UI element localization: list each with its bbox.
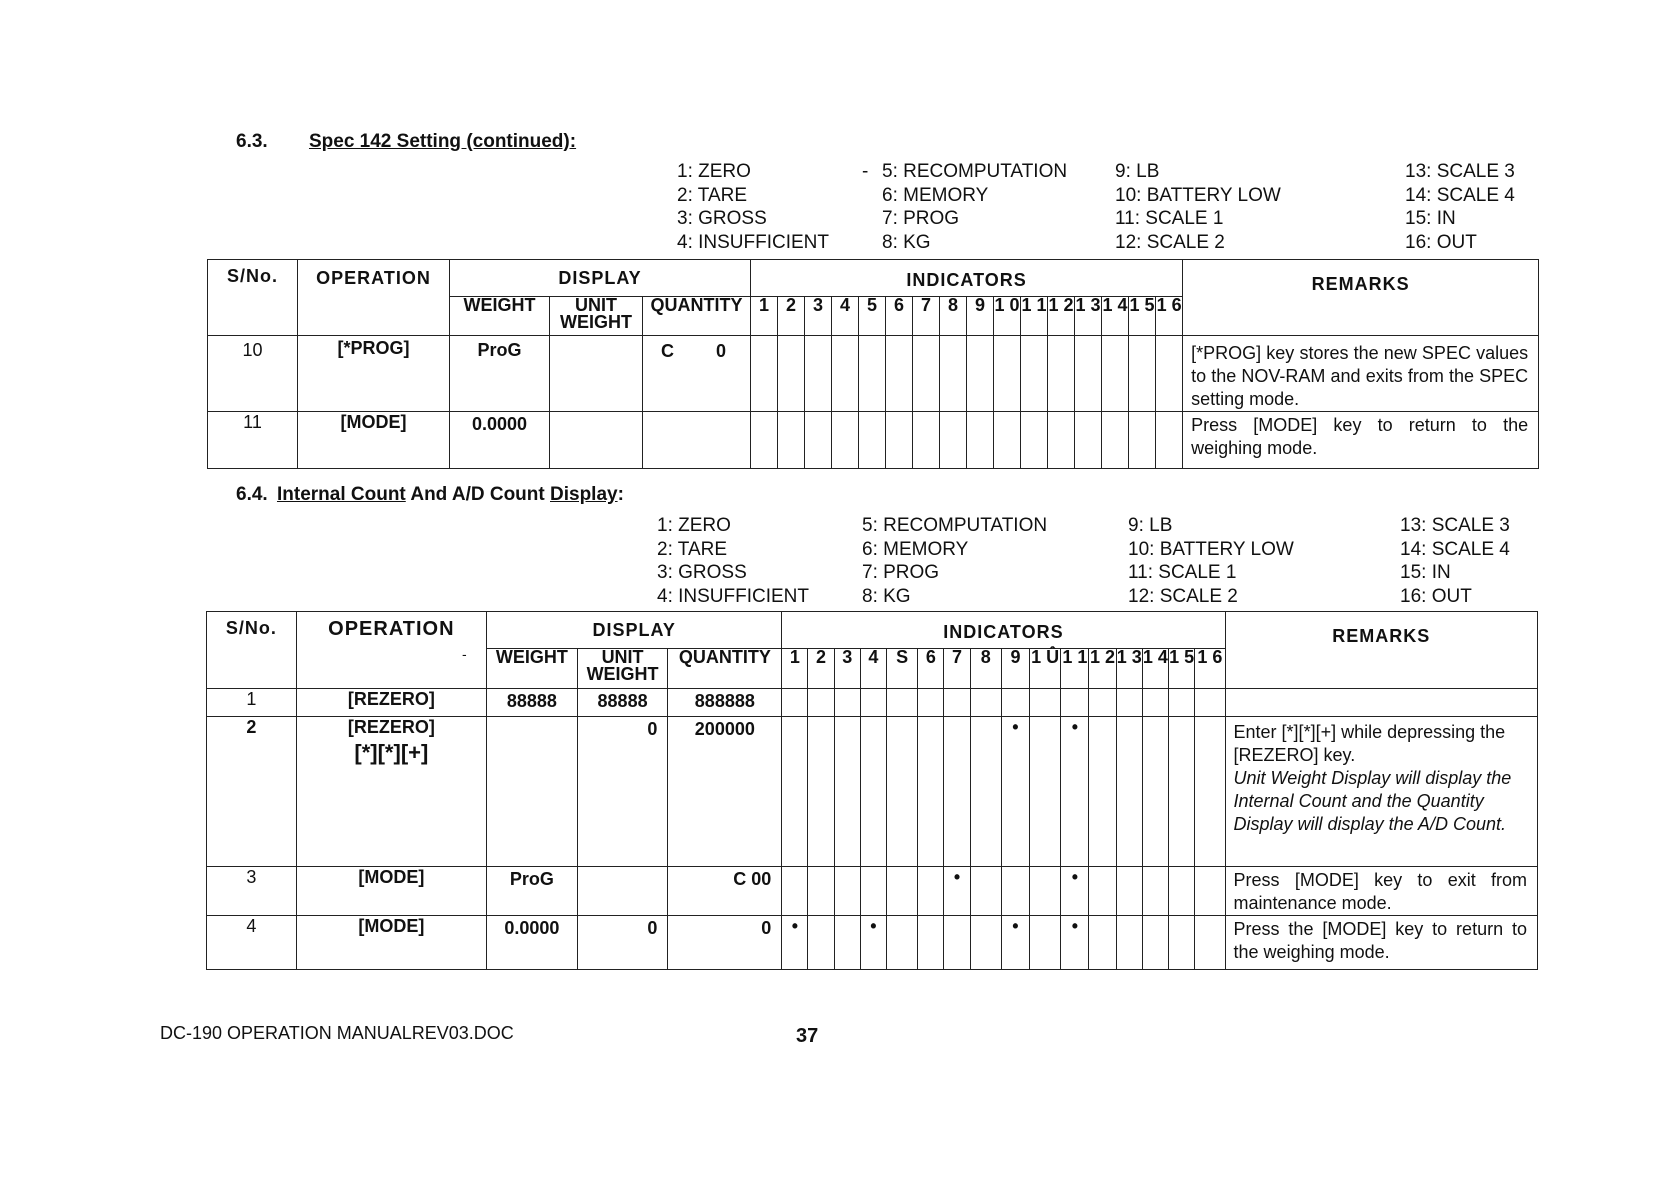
legend-item: 1: ZERO xyxy=(677,161,751,182)
row-quantity: 200000 xyxy=(668,717,782,867)
legend-item: 5: RECOMPUTATION xyxy=(882,161,1068,182)
indicator-cell xyxy=(1142,717,1168,867)
indicator-cell xyxy=(970,867,1001,916)
legend-col-2 xyxy=(862,514,1047,608)
row-operation: [MODE] xyxy=(298,412,450,469)
legend-item: 12: SCALE 2 xyxy=(1128,585,1238,607)
section-64-title-c: Display xyxy=(550,484,618,505)
indicator-cell xyxy=(834,717,860,867)
section-64-colon: : xyxy=(617,484,624,505)
header-operation: OPERATION xyxy=(298,260,450,336)
indicator-header: 6 xyxy=(886,297,913,336)
section-64-title-a: Internal Count xyxy=(276,484,406,505)
row-unit-weight xyxy=(577,867,668,916)
header-sno: S/No. xyxy=(208,260,298,336)
legend-item: 8: KG xyxy=(862,585,911,607)
row-operation: [REZERO] xyxy=(296,689,486,717)
indicator-cell xyxy=(808,689,834,717)
legend-item: 7: PROG xyxy=(882,208,960,229)
legend-item: 2: TARE xyxy=(657,538,728,560)
indicator-cell xyxy=(887,717,918,867)
indicator-header: 4 xyxy=(832,297,859,336)
indicator-header: 9 xyxy=(1001,649,1029,689)
indicator-header: 1 2 xyxy=(1048,297,1075,336)
spec-table-63 xyxy=(207,259,1539,469)
row-remarks: Press [MODE] key to exit from maintenance mode. xyxy=(1225,867,1537,916)
indicator-cell xyxy=(1195,867,1225,916)
quantity-code: C xyxy=(661,341,674,361)
row-quantity: C 00 xyxy=(668,867,782,916)
row-operation: [MODE] xyxy=(296,916,486,970)
table-row xyxy=(208,412,1539,469)
legend-col-4 xyxy=(1405,160,1515,254)
indicator-cell xyxy=(860,867,886,916)
legend-item: 14: SCALE 4 xyxy=(1400,538,1510,560)
header-unit: UNIT xyxy=(601,647,644,667)
legend-item: 15: IN xyxy=(1405,208,1456,229)
header-indicators: INDICATORS xyxy=(782,612,1225,649)
row-operation xyxy=(296,717,486,867)
header-weight: WEIGHT xyxy=(450,297,550,336)
indicator-header: 2 xyxy=(808,649,834,689)
indicator-header: 2 xyxy=(778,297,805,336)
legend-col-1 xyxy=(677,160,829,254)
remarks-line-b: Unit Weight Display will display the Internal Count and the Quantity Display will display the A/D Count. xyxy=(1233,768,1512,834)
indicator-cell xyxy=(918,689,944,717)
remarks-line-a: Enter [*][*][+] while depressing the [REZERO] key. xyxy=(1233,722,1506,765)
indicator-cell xyxy=(1116,689,1142,717)
row-quantity: 0 xyxy=(668,916,782,970)
indicator-dot-icon: • xyxy=(944,867,970,916)
row-unit-weight: 0 xyxy=(577,717,668,867)
indicator-cell xyxy=(834,689,860,717)
indicator-cell xyxy=(1061,689,1089,717)
indicator-header: 7 xyxy=(913,297,940,336)
legend-dash: - xyxy=(862,161,869,182)
indicator-header: 3 xyxy=(805,297,832,336)
indicator-cell xyxy=(860,689,886,717)
section-63-legend xyxy=(0,160,1678,256)
indicator-header: 7 xyxy=(944,649,970,689)
legend-item: 13: SCALE 3 xyxy=(1400,515,1510,536)
indicator-cell xyxy=(1001,867,1029,916)
legend-item: 6: MEMORY xyxy=(862,538,969,560)
indicator-cell xyxy=(1142,867,1168,916)
section-64-number: 6.4. xyxy=(236,484,268,505)
indicator-header: 1 3 xyxy=(1075,297,1102,336)
table-row xyxy=(207,689,1538,717)
legend-item: 1: ZERO xyxy=(657,515,731,536)
indicator-header: 6 xyxy=(918,649,944,689)
indicator-cell xyxy=(808,867,834,916)
legend-item: 16: OUT xyxy=(1400,585,1472,607)
operation-dash: - xyxy=(462,646,467,662)
indicator-cell xyxy=(918,916,944,970)
header-remarks: REMARKS xyxy=(1225,612,1537,689)
indicator-header: 1 6 xyxy=(1195,649,1225,689)
indicator-header: 1 1 xyxy=(1061,649,1089,689)
indicator-cell xyxy=(887,867,918,916)
indicator-header: 1 1 xyxy=(1021,297,1048,336)
section-63-title: Spec 142 Setting (continued): xyxy=(308,131,577,152)
indicator-cell xyxy=(1169,867,1195,916)
legend-item: 13: SCALE 3 xyxy=(1405,161,1515,182)
indicator-cell xyxy=(1169,717,1195,867)
indicator-cell xyxy=(834,916,860,970)
indicator-header: S xyxy=(887,649,918,689)
row-weight xyxy=(487,717,578,867)
legend-item: 11: SCALE 1 xyxy=(1128,562,1237,583)
legend-col-4 xyxy=(1400,514,1510,608)
legend-item: 7: PROG xyxy=(862,562,940,583)
indicator-cell xyxy=(860,717,886,867)
indicator-header: 3 xyxy=(834,649,860,689)
section-64-legend xyxy=(0,514,1678,610)
row-weight: 0.0000 xyxy=(450,412,550,469)
legend-item: 5: RECOMPUTATION xyxy=(862,515,1048,536)
indicator-header: 8 xyxy=(970,649,1001,689)
row-unit-weight xyxy=(550,412,643,469)
indicator-cell xyxy=(1116,916,1142,970)
row-weight: ProG xyxy=(487,867,578,916)
header-indicators: INDICATORS xyxy=(751,260,1183,297)
indicator-cell xyxy=(970,689,1001,717)
indicator-cell xyxy=(1142,689,1168,717)
indicator-header: 1 2 xyxy=(1089,649,1116,689)
indicator-header: 1 6 xyxy=(1156,297,1183,336)
legend-item: 10: BATTERY LOW xyxy=(1128,538,1294,560)
legend-item: 4: INSUFFICIENT xyxy=(677,231,830,253)
indicator-cell xyxy=(1030,867,1061,916)
row-weight: ProG xyxy=(450,336,550,412)
header-remarks: REMARKS xyxy=(1183,260,1539,336)
header-quantity: QUANTITY xyxy=(643,297,751,336)
header-sno: S/No. xyxy=(207,612,297,689)
operation-line-1: [REZERO] xyxy=(347,717,435,737)
indicator-header: 5 xyxy=(859,297,886,336)
legend-item: 14: SCALE 4 xyxy=(1405,184,1515,206)
indicator-cell xyxy=(1030,916,1061,970)
indicator-cell xyxy=(1142,916,1168,970)
row-remarks: [*PROG] key stores the new SPEC values to the NOV-RAM and exits from the SPEC setting mode. xyxy=(1183,336,1539,412)
indicator-cell xyxy=(1001,689,1029,717)
indicator-cell xyxy=(944,717,970,867)
legend-item: 15: IN xyxy=(1400,562,1451,583)
indicator-cell xyxy=(1116,867,1142,916)
section-64-title-b: And A/D Count xyxy=(410,484,545,505)
operation-line-2: [*][*][+] xyxy=(354,740,429,765)
indicator-cell xyxy=(1169,916,1195,970)
indicator-cell xyxy=(1195,916,1225,970)
indicator-cell xyxy=(782,717,808,867)
table-row xyxy=(207,916,1538,970)
row-sno: 3 xyxy=(207,867,297,916)
legend-col-1 xyxy=(657,514,809,608)
row-sno: 4 xyxy=(207,916,297,970)
indicator-cell xyxy=(887,916,918,970)
indicator-cell xyxy=(1089,916,1116,970)
legend-item: 10: BATTERY LOW xyxy=(1115,184,1281,206)
indicator-cell xyxy=(970,717,1001,867)
indicator-cell xyxy=(918,717,944,867)
footer-doc-name: DC-190 OPERATION MANUALREV03.DOC xyxy=(160,1023,514,1043)
legend-item: 8: KG xyxy=(882,231,931,253)
row-sno: 1 xyxy=(207,689,297,717)
indicator-header: 1 5 xyxy=(1129,297,1156,336)
header-unit-weight xyxy=(577,649,668,689)
indicator-dot-icon: • xyxy=(782,916,808,970)
indicator-cell xyxy=(808,916,834,970)
row-unit-weight: 88888 xyxy=(577,689,668,717)
header-unit-weight: UNIT WEIGHT xyxy=(550,297,643,336)
indicator-cell xyxy=(782,689,808,717)
footer-page-number: 37 xyxy=(796,1025,819,1047)
indicator-header: 4 xyxy=(860,649,886,689)
legend-item: 16: OUT xyxy=(1405,231,1477,253)
indicator-cell xyxy=(970,916,1001,970)
indicator-cell xyxy=(782,867,808,916)
indicator-header: 1 Û xyxy=(1030,649,1061,689)
indicator-cell xyxy=(1195,717,1225,867)
legend-item: 6: MEMORY xyxy=(882,184,989,206)
legend-col-3 xyxy=(1128,514,1294,608)
row-weight: 0.0000 xyxy=(487,916,578,970)
row-remarks xyxy=(1225,717,1537,867)
legend-item: 3: GROSS xyxy=(657,562,747,583)
table-row xyxy=(207,717,1538,867)
indicator-cell xyxy=(944,689,970,717)
header-display: DISPLAY xyxy=(487,612,782,649)
spec-table-64 xyxy=(206,611,1538,970)
row-operation: [*PROG] xyxy=(298,336,450,412)
table-row xyxy=(208,336,1539,412)
section-63-number: 6.3. xyxy=(236,131,268,152)
indicator-cell xyxy=(1089,689,1116,717)
legend-item: 9: LB xyxy=(1128,515,1173,536)
indicator-cell xyxy=(944,916,970,970)
legend-item: 12: SCALE 2 xyxy=(1115,231,1225,253)
legend-item: 3: GROSS xyxy=(677,208,767,229)
indicator-dot-icon: • xyxy=(1061,717,1089,867)
indicator-header: 1 0 xyxy=(994,297,1021,336)
legend-col-3 xyxy=(1115,160,1281,254)
legend-item: 4: INSUFFICIENT xyxy=(657,585,810,607)
row-sno: 10 xyxy=(208,336,298,412)
indicator-header: 1 4 xyxy=(1142,649,1168,689)
indicator-cell xyxy=(1195,689,1225,717)
indicator-header: 9 xyxy=(967,297,994,336)
indicator-dot-icon: • xyxy=(1001,717,1029,867)
indicator-header: 1 3 xyxy=(1116,649,1142,689)
indicator-dot-icon: • xyxy=(860,916,886,970)
indicator-cell xyxy=(1089,867,1116,916)
row-remarks: Press [MODE] key to return to the weighing mode. xyxy=(1183,412,1539,469)
header-quantity: QUANTITY xyxy=(668,649,782,689)
row-unit-weight xyxy=(550,336,643,412)
indicator-header: 1 4 xyxy=(1102,297,1129,336)
indicator-cell xyxy=(887,689,918,717)
row-remarks: Press the [MODE] key to return to the weighing mode. xyxy=(1225,916,1537,970)
header-weight: WEIGHT xyxy=(487,649,578,689)
table-row xyxy=(207,867,1538,916)
row-sno: 11 xyxy=(208,412,298,469)
indicator-cell xyxy=(834,867,860,916)
indicator-header: 1 xyxy=(751,297,778,336)
row-quantity: 888888 xyxy=(668,689,782,717)
indicator-cell xyxy=(1030,717,1061,867)
header-display: DISPLAY xyxy=(450,260,751,297)
indicator-dot-icon: • xyxy=(1061,916,1089,970)
row-unit-weight: 0 xyxy=(577,916,668,970)
indicator-header: 8 xyxy=(940,297,967,336)
section-63-heading xyxy=(236,131,576,153)
legend-item: 11: SCALE 1 xyxy=(1115,208,1224,229)
header-unit-weight-2: WEIGHT xyxy=(586,664,659,684)
indicator-cell xyxy=(918,867,944,916)
row-operation: [MODE] xyxy=(296,867,486,916)
indicator-dot-icon: • xyxy=(1001,916,1029,970)
legend-col-2 xyxy=(882,160,1067,254)
indicator-cell xyxy=(1089,717,1116,867)
indicator-cell xyxy=(1169,689,1195,717)
indicator-dot-icon: • xyxy=(1061,867,1089,916)
row-sno: 2 xyxy=(207,717,297,867)
indicator-cell xyxy=(1030,689,1061,717)
quantity-value: 0 xyxy=(716,341,727,361)
row-remarks xyxy=(1225,689,1537,717)
indicator-header: 1 5 xyxy=(1169,649,1195,689)
legend-item: 2: TARE xyxy=(677,184,748,206)
section-64-heading xyxy=(236,484,624,506)
row-weight: 88888 xyxy=(487,689,578,717)
indicator-cell xyxy=(1116,717,1142,867)
header-operation: OPERATION xyxy=(296,612,486,689)
row-quantity xyxy=(643,336,751,412)
row-quantity xyxy=(643,412,751,469)
legend-item: 9: LB xyxy=(1115,161,1160,182)
indicator-cell xyxy=(808,717,834,867)
indicator-header: 1 xyxy=(782,649,808,689)
